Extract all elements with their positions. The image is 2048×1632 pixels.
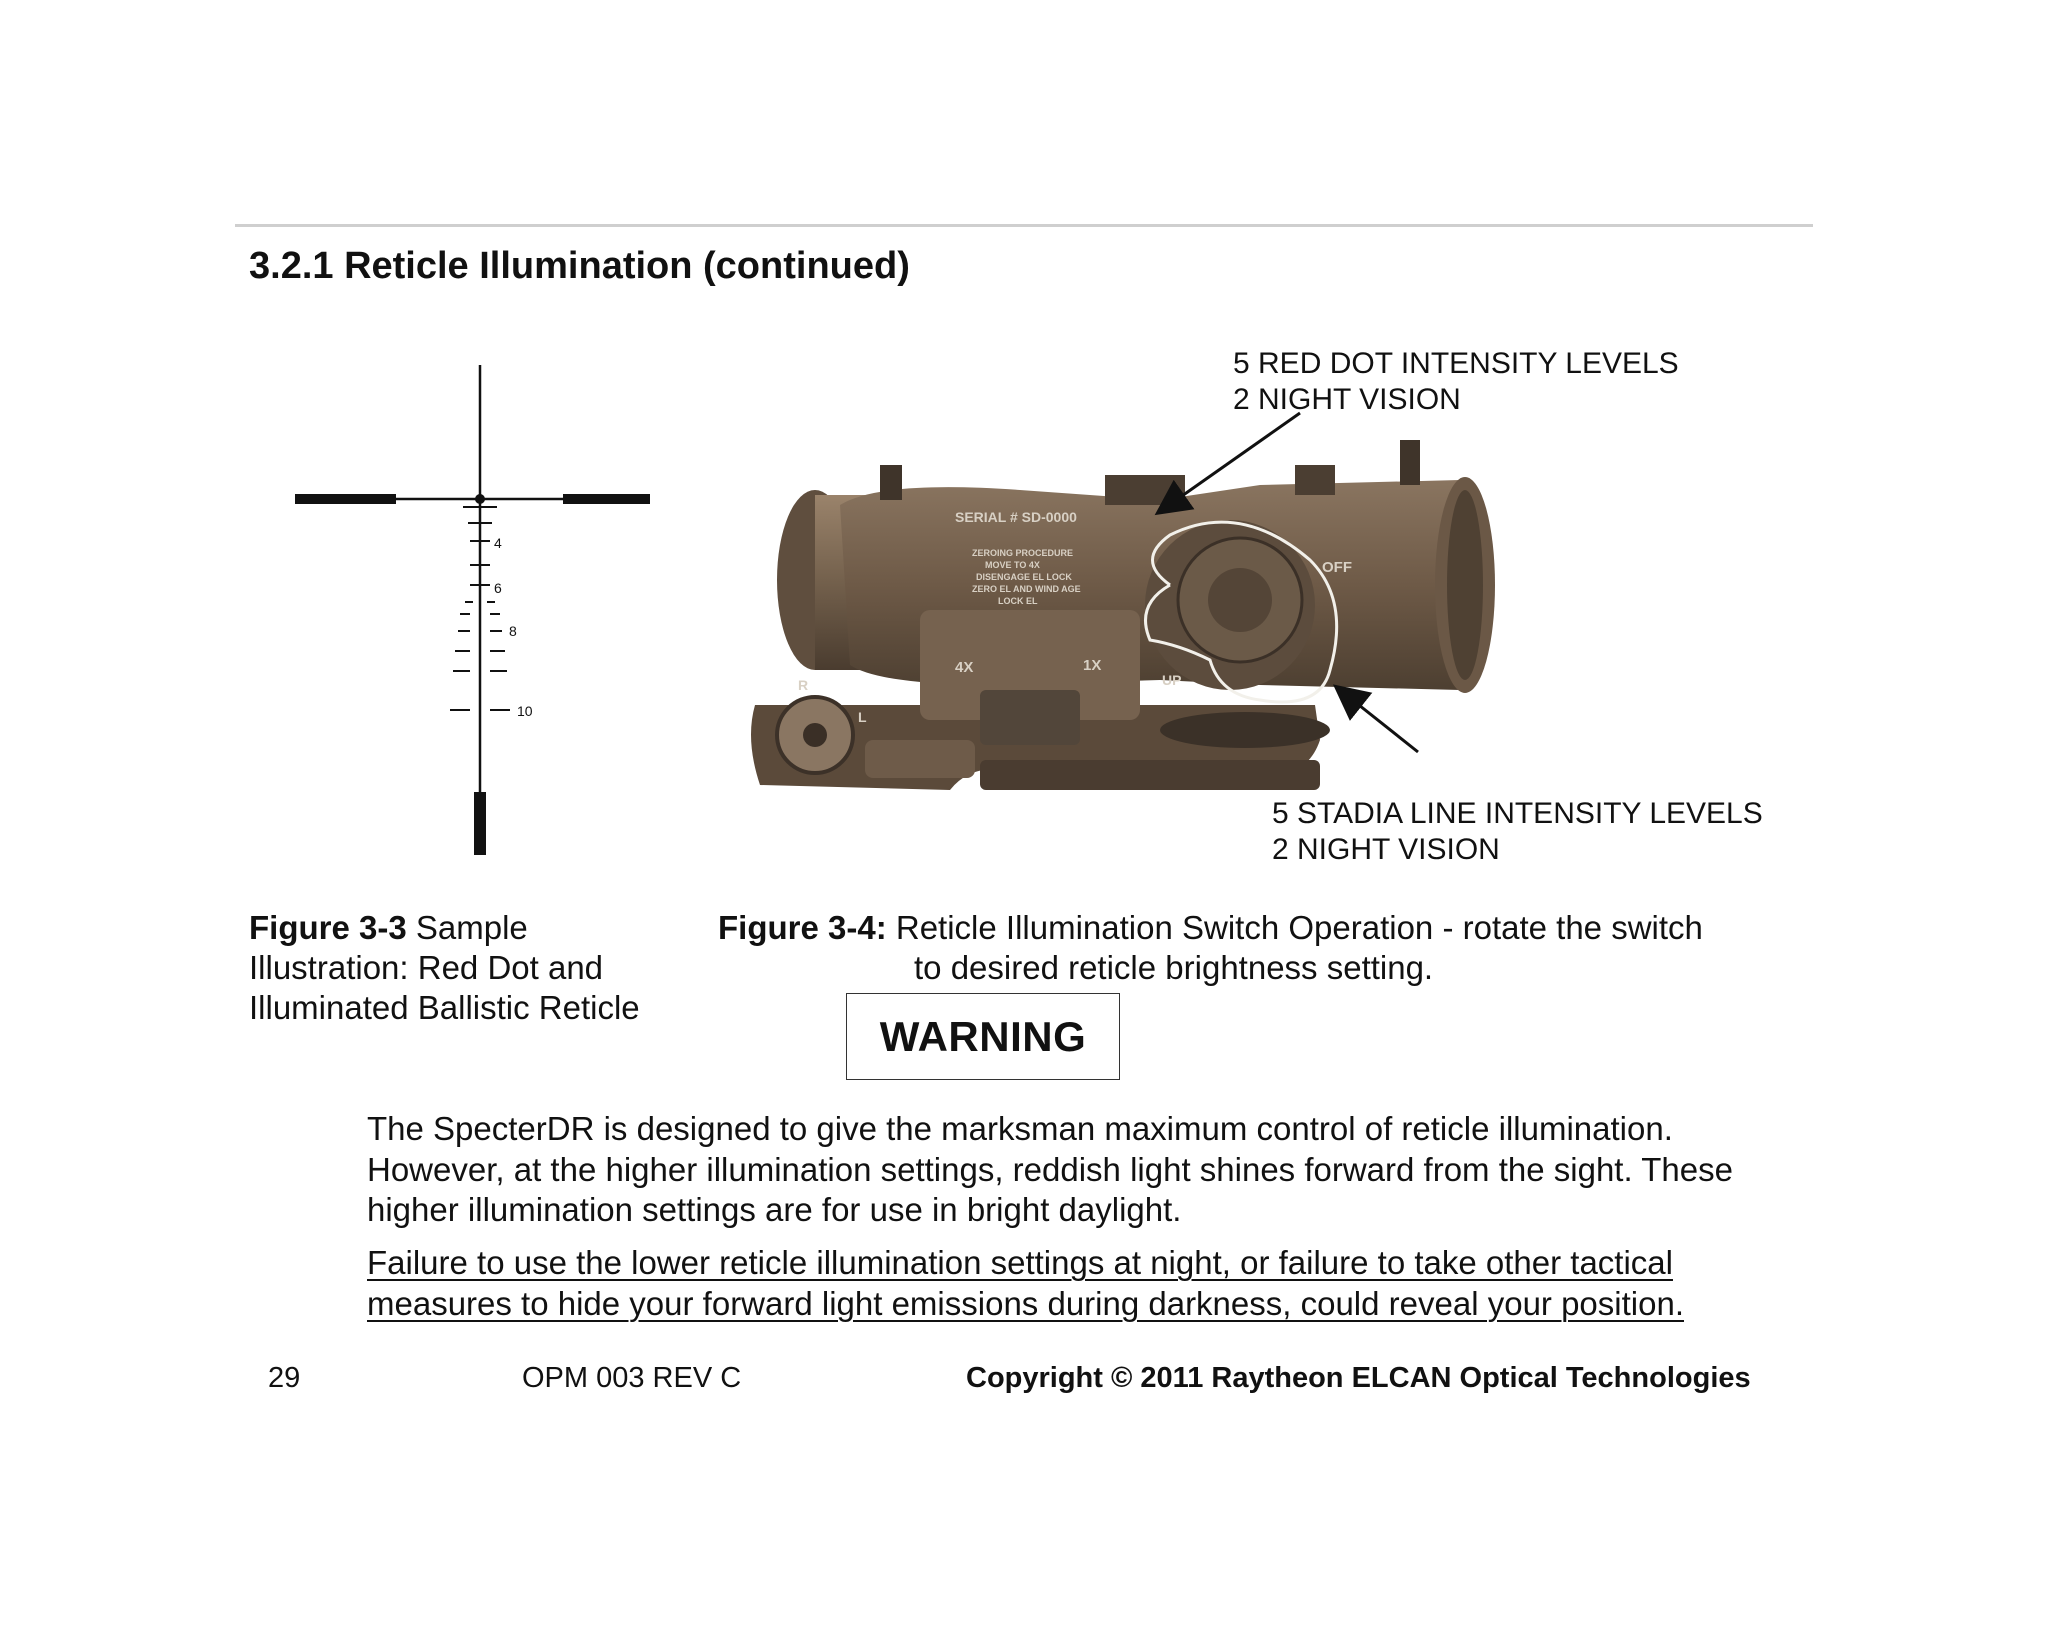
mag-4x-label: 4X — [955, 659, 974, 676]
callout-stadia-line2: 2 NIGHT VISION — [1272, 833, 1500, 866]
header-rule — [235, 224, 1813, 227]
callout-red-dot-line1: 5 RED DOT INTENSITY LEVELS — [1233, 347, 1679, 380]
section-heading: 3.2.1 Reticle Illumination (continued) — [249, 245, 910, 287]
svg-text:DISENGAGE EL LOCK: DISENGAGE EL LOCK — [976, 572, 1072, 582]
callout-red-dot-line2: 2 NIGHT VISION — [1233, 383, 1461, 416]
page-number: 29 — [268, 1362, 301, 1394]
reticle-label-10: 10 — [517, 703, 533, 719]
r-label: R — [798, 677, 809, 693]
svg-text:ZEROING PROCEDURE: ZEROING PROCEDURE — [972, 548, 1074, 558]
svg-text:LOCK EL: LOCK EL — [998, 596, 1038, 606]
warning-box: WARNING — [846, 993, 1120, 1080]
stadia-arrow — [1340, 690, 1418, 752]
mag-1x-label: 1X — [1083, 657, 1102, 674]
callout-arrows — [1140, 360, 1460, 770]
copyright: Copyright © 2011 Raytheon ELCAN Optical Technologies — [966, 1362, 1751, 1394]
reticle-label-8: 8 — [509, 623, 517, 639]
svg-text:MOVE TO 4X: MOVE TO 4X — [985, 560, 1040, 570]
callout-stadia — [1272, 796, 1763, 868]
red-dot-center — [475, 494, 485, 504]
reticle-label-4: 4 — [494, 535, 502, 551]
warning-paragraph-1: The SpecterDR is designed to give the marksman maximum control of reticle illumination. However, at the higher illumination settings, reddish light shines forward from the sight. These higher illumination settings are for use in bright daylight. — [367, 1110, 1733, 1228]
callout-red-dot — [1233, 346, 1679, 418]
svg-text:ZERO EL AND WIND AGE: ZERO EL AND WIND AGE — [972, 584, 1081, 594]
reticle-illustration — [280, 355, 680, 875]
l-label: L — [858, 709, 867, 725]
reticle-label-6: 6 — [494, 580, 502, 596]
red-dot-arrow — [1162, 413, 1300, 510]
scope-serial: SERIAL # SD-0000 — [955, 509, 1077, 525]
figure-3-4-caption: Figure 3-4: Reticle Illumination Switch Operation - rotate the switch to desired reticle brightness setting. — [718, 909, 1703, 986]
callout-stadia-line1: 5 STADIA LINE INTENSITY LEVELS — [1272, 797, 1763, 830]
throw-lever — [865, 740, 975, 778]
figure-3-3-caption: Figure 3-3 Sample Illustration: Red Dot and Illuminated Ballistic Reticle — [249, 909, 640, 1026]
warning-paragraph-2: Failure to use the lower reticle illumination settings at night, or failure to take other tactical measures to hide your forward light emissions during darkness, could reveal your position. — [367, 1244, 1684, 1322]
up-label: UP — [1162, 672, 1182, 688]
doc-id: OPM 003 REV C — [522, 1362, 742, 1394]
off-label: OFF — [1322, 559, 1352, 576]
